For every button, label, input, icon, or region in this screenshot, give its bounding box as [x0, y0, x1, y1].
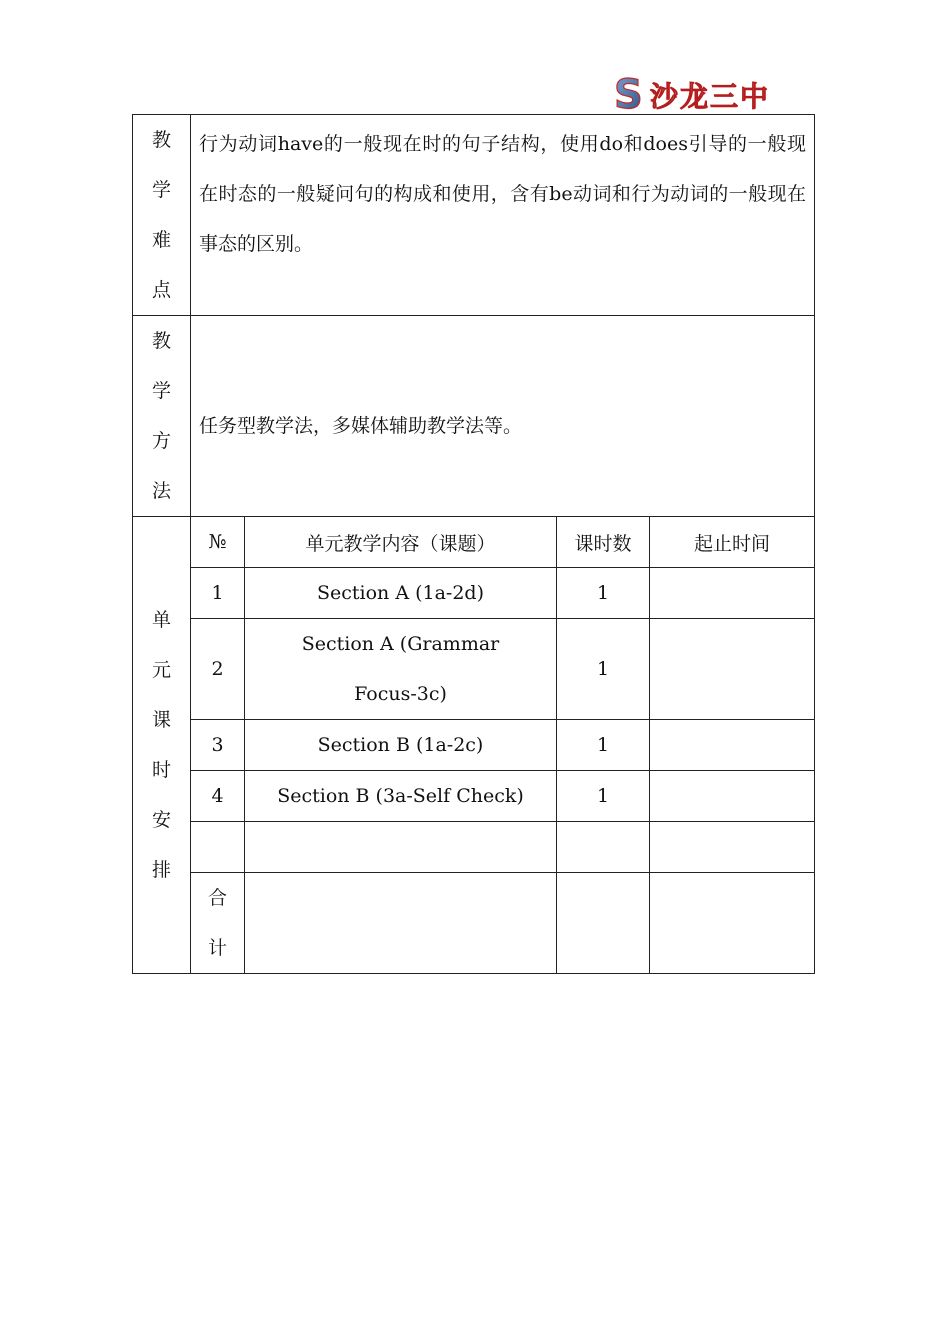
- method-text: 任务型教学法，多媒体辅助教学法等。: [191, 316, 815, 517]
- total-period: [650, 873, 815, 974]
- total-hours: [557, 873, 650, 974]
- row-period: [650, 619, 815, 720]
- row-hours: 1: [557, 720, 650, 771]
- row-period: [650, 771, 815, 822]
- table-row: [133, 568, 815, 619]
- table-row: [133, 720, 815, 771]
- row-content: [245, 822, 557, 873]
- total-row: [133, 873, 815, 974]
- row-hours: 1: [557, 568, 650, 619]
- difficulty-text: 行为动词have的一般现在时的句子结构，使用do和does引导的一般现在时态的一般疑问句的构成和使用，含有be动词和行为动词的一般现在事态的区别。: [191, 115, 815, 316]
- row-hours: [557, 822, 650, 873]
- row-hours: 1: [557, 771, 650, 822]
- lesson-plan-table: [132, 114, 815, 974]
- row-period: [650, 822, 815, 873]
- total-content: [245, 873, 557, 974]
- row-no: [191, 822, 245, 873]
- row-no: 4: [191, 771, 245, 822]
- method-label: 教 学 方 法: [133, 316, 191, 517]
- method-row: [133, 316, 815, 517]
- school-logo-icon: [612, 72, 812, 114]
- row-content: Section A (1a-2d): [245, 568, 557, 619]
- header-hours: 课时数: [557, 517, 650, 568]
- total-label: 合 计: [191, 873, 245, 974]
- table-row: [133, 619, 815, 720]
- row-no: 2: [191, 619, 245, 720]
- row-content: Section B (3a-Self Check): [245, 771, 557, 822]
- difficulty-label: 教 学 难 点: [133, 115, 191, 316]
- school-logo: [612, 72, 812, 114]
- row-content: Section B (1a-2c): [245, 720, 557, 771]
- difficulty-row: [133, 115, 815, 316]
- row-period: [650, 568, 815, 619]
- table-row: [133, 822, 815, 873]
- schedule-header-row: [133, 517, 815, 568]
- row-no: 3: [191, 720, 245, 771]
- schedule-label: 单 元 课 时 安 排: [133, 517, 191, 974]
- row-no: 1: [191, 568, 245, 619]
- logo-initial: S: [614, 72, 643, 114]
- header-content: 单元教学内容（课题）: [245, 517, 557, 568]
- row-period: [650, 720, 815, 771]
- row-hours: 1: [557, 619, 650, 720]
- table-row: [133, 771, 815, 822]
- header-no: №: [191, 517, 245, 568]
- logo-name: 沙龙三中: [650, 80, 771, 113]
- header-period: 起止时间: [650, 517, 815, 568]
- row-content: Section A (Grammar Focus-3c): [245, 619, 557, 720]
